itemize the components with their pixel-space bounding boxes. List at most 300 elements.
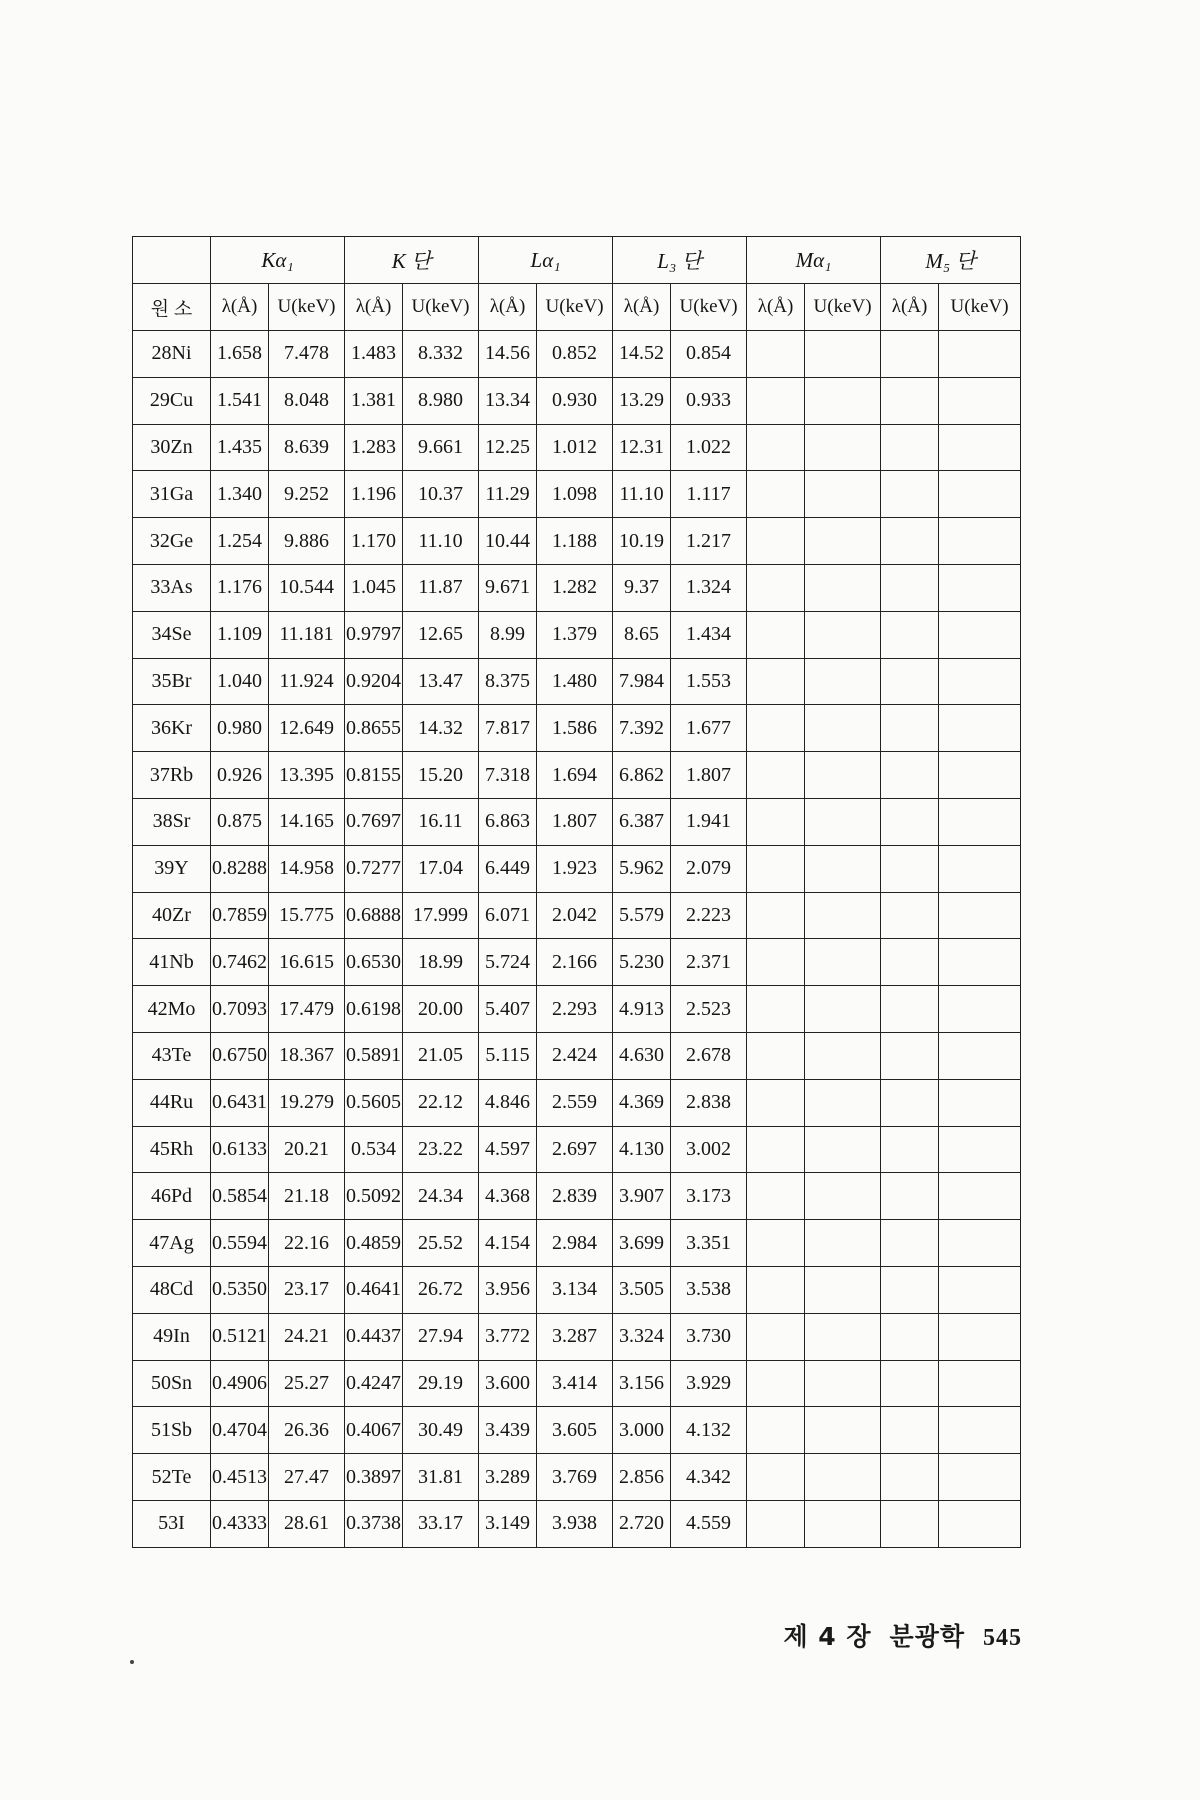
value-cell: 1.012 <box>537 424 613 471</box>
value-cell <box>747 658 805 705</box>
value-cell <box>805 1266 881 1313</box>
value-cell: 1.379 <box>537 611 613 658</box>
value-cell: 1.923 <box>537 845 613 892</box>
value-cell: 3.439 <box>479 1407 537 1454</box>
value-cell <box>747 1173 805 1220</box>
value-cell: 6.387 <box>613 798 671 845</box>
value-cell: 12.31 <box>613 424 671 471</box>
value-cell: 4.130 <box>613 1126 671 1173</box>
value-cell: 0.534 <box>345 1126 403 1173</box>
value-cell: 33.17 <box>403 1500 479 1547</box>
value-cell: 2.838 <box>671 1079 747 1126</box>
value-cell: 10.19 <box>613 518 671 565</box>
value-cell: 0.5605 <box>345 1079 403 1126</box>
value-cell: 0.4704 <box>211 1407 269 1454</box>
value-cell: 1.022 <box>671 424 747 471</box>
value-cell: 8.048 <box>269 377 345 424</box>
element-cell: 33As <box>133 564 211 611</box>
value-cell: 0.4859 <box>345 1220 403 1267</box>
value-cell: 3.002 <box>671 1126 747 1173</box>
value-cell <box>939 892 1021 939</box>
value-cell: 7.478 <box>269 331 345 378</box>
element-header: 원 소 <box>133 284 211 331</box>
value-cell: 12.25 <box>479 424 537 471</box>
value-cell: 1.324 <box>671 564 747 611</box>
value-cell <box>805 1407 881 1454</box>
value-cell <box>805 424 881 471</box>
value-cell <box>881 1126 939 1173</box>
value-cell <box>747 986 805 1033</box>
value-cell: 5.724 <box>479 939 537 986</box>
value-cell: 14.165 <box>269 798 345 845</box>
value-cell: 10.44 <box>479 518 537 565</box>
table-row <box>133 1313 1021 1360</box>
value-cell: 3.907 <box>613 1173 671 1220</box>
value-cell <box>939 986 1021 1033</box>
value-cell <box>805 1360 881 1407</box>
unit-header: λ(Å) <box>211 284 269 331</box>
value-cell: 1.381 <box>345 377 403 424</box>
value-cell <box>881 658 939 705</box>
value-cell <box>939 658 1021 705</box>
element-cell: 31Ga <box>133 471 211 518</box>
element-cell: 50Sn <box>133 1360 211 1407</box>
value-cell: 2.678 <box>671 1032 747 1079</box>
value-cell: 3.699 <box>613 1220 671 1267</box>
element-cell: 46Pd <box>133 1173 211 1220</box>
value-cell: 3.324 <box>613 1313 671 1360</box>
value-cell: 30.49 <box>403 1407 479 1454</box>
element-cell: 28Ni <box>133 331 211 378</box>
value-cell: 1.340 <box>211 471 269 518</box>
value-cell: 28.61 <box>269 1500 345 1547</box>
value-cell: 12.65 <box>403 611 479 658</box>
table-row <box>133 658 1021 705</box>
value-cell: 22.12 <box>403 1079 479 1126</box>
element-cell: 52Te <box>133 1454 211 1501</box>
table-row <box>133 1454 1021 1501</box>
value-cell <box>939 611 1021 658</box>
value-cell: 5.579 <box>613 892 671 939</box>
value-cell <box>939 331 1021 378</box>
value-cell: 27.94 <box>403 1313 479 1360</box>
value-cell: 1.254 <box>211 518 269 565</box>
value-cell <box>881 1220 939 1267</box>
value-cell: 3.289 <box>479 1454 537 1501</box>
value-cell: 3.156 <box>613 1360 671 1407</box>
table-row <box>133 1079 1021 1126</box>
value-cell: 16.11 <box>403 798 479 845</box>
value-cell: 1.541 <box>211 377 269 424</box>
value-cell: 15.775 <box>269 892 345 939</box>
value-cell: 17.999 <box>403 892 479 939</box>
value-cell <box>805 471 881 518</box>
value-cell <box>939 518 1021 565</box>
value-cell: 21.05 <box>403 1032 479 1079</box>
value-cell: 13.34 <box>479 377 537 424</box>
page-number: 545 <box>983 1625 1022 1651</box>
table-row <box>133 892 1021 939</box>
unit-header: U(keV) <box>269 284 345 331</box>
value-cell: 6.449 <box>479 845 537 892</box>
unit-header: λ(Å) <box>479 284 537 331</box>
page-footer <box>783 1617 1022 1653</box>
value-cell <box>805 1032 881 1079</box>
element-cell: 47Ag <box>133 1220 211 1267</box>
value-cell: 5.962 <box>613 845 671 892</box>
unit-header: U(keV) <box>805 284 881 331</box>
value-cell: 0.4906 <box>211 1360 269 1407</box>
value-cell <box>881 1454 939 1501</box>
unit-header: λ(Å) <box>747 284 805 331</box>
value-cell <box>881 1173 939 1220</box>
value-cell <box>881 705 939 752</box>
value-cell: 2.293 <box>537 986 613 1033</box>
value-cell: 1.283 <box>345 424 403 471</box>
value-cell <box>805 705 881 752</box>
value-cell <box>939 1313 1021 1360</box>
element-cell: 37Rb <box>133 752 211 799</box>
value-cell <box>805 939 881 986</box>
value-cell: 20.21 <box>269 1126 345 1173</box>
value-cell: 26.36 <box>269 1407 345 1454</box>
value-cell: 9.252 <box>269 471 345 518</box>
value-cell: 0.5594 <box>211 1220 269 1267</box>
value-cell <box>939 377 1021 424</box>
value-cell <box>747 705 805 752</box>
value-cell: 3.938 <box>537 1500 613 1547</box>
unit-header: λ(Å) <box>613 284 671 331</box>
value-cell: 1.941 <box>671 798 747 845</box>
table-row <box>133 752 1021 799</box>
value-cell: 23.22 <box>403 1126 479 1173</box>
value-cell: 6.071 <box>479 892 537 939</box>
value-cell <box>805 752 881 799</box>
value-cell: 0.7093 <box>211 986 269 1033</box>
value-cell: 1.480 <box>537 658 613 705</box>
value-cell: 1.040 <box>211 658 269 705</box>
value-cell: 9.37 <box>613 564 671 611</box>
value-cell: 0.4067 <box>345 1407 403 1454</box>
unit-header: λ(Å) <box>881 284 939 331</box>
value-cell <box>881 611 939 658</box>
value-cell: 1.435 <box>211 424 269 471</box>
value-cell <box>939 1173 1021 1220</box>
value-cell <box>939 1032 1021 1079</box>
value-cell: 6.863 <box>479 798 537 845</box>
value-cell <box>939 1454 1021 1501</box>
value-cell: 0.7859 <box>211 892 269 939</box>
element-cell: 45Rh <box>133 1126 211 1173</box>
xray-data-table <box>132 236 1021 1548</box>
table-row <box>133 1500 1021 1547</box>
table-row <box>133 1032 1021 1079</box>
value-cell: 4.342 <box>671 1454 747 1501</box>
value-cell: 0.5092 <box>345 1173 403 1220</box>
value-cell: 25.52 <box>403 1220 479 1267</box>
value-cell <box>939 1360 1021 1407</box>
value-cell <box>939 1266 1021 1313</box>
value-cell <box>805 892 881 939</box>
table-body <box>133 331 1021 1548</box>
value-cell: 5.407 <box>479 986 537 1033</box>
value-cell: 8.639 <box>269 424 345 471</box>
value-cell <box>881 1032 939 1079</box>
value-cell: 1.217 <box>671 518 747 565</box>
value-cell: 4.846 <box>479 1079 537 1126</box>
value-cell <box>939 798 1021 845</box>
value-cell <box>881 564 939 611</box>
value-cell <box>747 1500 805 1547</box>
value-cell: 9.671 <box>479 564 537 611</box>
value-cell <box>805 1079 881 1126</box>
value-cell <box>881 1407 939 1454</box>
value-cell: 5.230 <box>613 939 671 986</box>
value-cell: 0.4437 <box>345 1313 403 1360</box>
value-cell: 9.661 <box>403 424 479 471</box>
value-cell <box>747 798 805 845</box>
value-cell <box>805 1126 881 1173</box>
value-cell: 0.7697 <box>345 798 403 845</box>
table-row <box>133 1220 1021 1267</box>
value-cell <box>939 424 1021 471</box>
value-cell <box>747 424 805 471</box>
value-cell <box>805 1500 881 1547</box>
value-cell: 17.479 <box>269 986 345 1033</box>
value-cell: 11.87 <box>403 564 479 611</box>
element-cell: 36Kr <box>133 705 211 752</box>
value-cell: 20.00 <box>403 986 479 1033</box>
value-cell: 4.597 <box>479 1126 537 1173</box>
value-cell <box>881 798 939 845</box>
value-cell <box>881 939 939 986</box>
value-cell <box>881 1079 939 1126</box>
value-cell: 1.098 <box>537 471 613 518</box>
value-cell: 3.173 <box>671 1173 747 1220</box>
value-cell: 2.984 <box>537 1220 613 1267</box>
value-cell: 3.605 <box>537 1407 613 1454</box>
value-cell <box>747 1079 805 1126</box>
value-cell: 23.17 <box>269 1266 345 1313</box>
value-cell: 2.223 <box>671 892 747 939</box>
value-cell: 3.772 <box>479 1313 537 1360</box>
value-cell <box>881 892 939 939</box>
value-cell: 24.21 <box>269 1313 345 1360</box>
table-row <box>133 1407 1021 1454</box>
value-cell: 11.924 <box>269 658 345 705</box>
table-row <box>133 518 1021 565</box>
value-cell <box>805 331 881 378</box>
value-cell: 24.34 <box>403 1173 479 1220</box>
value-cell: 2.371 <box>671 939 747 986</box>
value-cell: 3.538 <box>671 1266 747 1313</box>
value-cell: 3.351 <box>671 1220 747 1267</box>
value-cell: 2.559 <box>537 1079 613 1126</box>
value-cell: 0.5350 <box>211 1266 269 1313</box>
value-cell <box>939 1079 1021 1126</box>
value-cell <box>939 1126 1021 1173</box>
value-cell: 0.6888 <box>345 892 403 939</box>
value-cell: 25.27 <box>269 1360 345 1407</box>
value-cell: 31.81 <box>403 1454 479 1501</box>
value-cell: 1.434 <box>671 611 747 658</box>
value-cell: 0.6431 <box>211 1079 269 1126</box>
value-cell: 0.5121 <box>211 1313 269 1360</box>
value-cell: 3.000 <box>613 1407 671 1454</box>
table-row <box>133 798 1021 845</box>
unit-header: λ(Å) <box>345 284 403 331</box>
value-cell <box>881 1500 939 1547</box>
value-cell: 0.852 <box>537 331 613 378</box>
value-cell: 9.886 <box>269 518 345 565</box>
value-cell <box>939 705 1021 752</box>
value-cell: 0.9797 <box>345 611 403 658</box>
value-cell: 0.9204 <box>345 658 403 705</box>
table-row <box>133 471 1021 518</box>
table-row <box>133 1266 1021 1313</box>
value-cell <box>881 845 939 892</box>
value-cell: 0.8155 <box>345 752 403 799</box>
value-cell <box>939 845 1021 892</box>
table-row <box>133 377 1021 424</box>
group-header-row <box>133 237 1021 284</box>
table-row <box>133 1173 1021 1220</box>
group-header-ka1: Kα₁ <box>211 237 345 284</box>
value-cell: 0.6530 <box>345 939 403 986</box>
unit-header: U(keV) <box>939 284 1021 331</box>
value-cell: 1.196 <box>345 471 403 518</box>
value-cell: 11.10 <box>403 518 479 565</box>
value-cell: 0.3897 <box>345 1454 403 1501</box>
value-cell: 0.5854 <box>211 1173 269 1220</box>
value-cell: 0.926 <box>211 752 269 799</box>
value-cell: 1.677 <box>671 705 747 752</box>
value-cell: 13.47 <box>403 658 479 705</box>
value-cell: 29.19 <box>403 1360 479 1407</box>
value-cell: 8.375 <box>479 658 537 705</box>
value-cell: 1.553 <box>671 658 747 705</box>
group-header-la1: Lα₁ <box>479 237 613 284</box>
value-cell: 3.956 <box>479 1266 537 1313</box>
element-cell: 29Cu <box>133 377 211 424</box>
value-cell <box>805 518 881 565</box>
group-header-k-edge: K 단 <box>345 237 479 284</box>
value-cell: 13.29 <box>613 377 671 424</box>
value-cell: 3.134 <box>537 1266 613 1313</box>
element-cell: 43Te <box>133 1032 211 1079</box>
value-cell: 8.332 <box>403 331 479 378</box>
element-cell: 53I <box>133 1500 211 1547</box>
value-cell: 0.4247 <box>345 1360 403 1407</box>
table-row <box>133 424 1021 471</box>
group-header-m5-edge: M₅ 단 <box>881 237 1021 284</box>
value-cell: 2.166 <box>537 939 613 986</box>
element-cell: 38Sr <box>133 798 211 845</box>
unit-header-row <box>133 284 1021 331</box>
value-cell <box>881 331 939 378</box>
element-cell: 34Se <box>133 611 211 658</box>
value-cell <box>805 611 881 658</box>
table-row <box>133 1126 1021 1173</box>
table-row <box>133 564 1021 611</box>
value-cell <box>805 1454 881 1501</box>
value-cell: 7.984 <box>613 658 671 705</box>
value-cell <box>747 331 805 378</box>
value-cell <box>805 1173 881 1220</box>
value-cell <box>747 1360 805 1407</box>
footer-title: 분광학 <box>889 1622 965 1651</box>
value-cell: 4.132 <box>671 1407 747 1454</box>
value-cell: 26.72 <box>403 1266 479 1313</box>
value-cell <box>881 986 939 1033</box>
value-cell: 3.769 <box>537 1454 613 1501</box>
value-cell: 13.395 <box>269 752 345 799</box>
value-cell: 16.615 <box>269 939 345 986</box>
value-cell <box>805 986 881 1033</box>
value-cell: 2.042 <box>537 892 613 939</box>
value-cell: 8.65 <box>613 611 671 658</box>
value-cell: 4.368 <box>479 1173 537 1220</box>
value-cell <box>747 1454 805 1501</box>
value-cell <box>805 1220 881 1267</box>
value-cell: 4.154 <box>479 1220 537 1267</box>
value-cell: 27.47 <box>269 1454 345 1501</box>
value-cell: 2.720 <box>613 1500 671 1547</box>
value-cell <box>881 1266 939 1313</box>
value-cell <box>805 564 881 611</box>
group-header-empty <box>133 237 211 284</box>
value-cell: 22.16 <box>269 1220 345 1267</box>
value-cell: 1.658 <box>211 331 269 378</box>
value-cell: 4.369 <box>613 1079 671 1126</box>
value-cell <box>747 1407 805 1454</box>
value-cell: 3.287 <box>537 1313 613 1360</box>
element-cell: 32Ge <box>133 518 211 565</box>
table-row <box>133 331 1021 378</box>
value-cell <box>747 1220 805 1267</box>
value-cell <box>939 471 1021 518</box>
value-cell <box>881 1313 939 1360</box>
value-cell <box>881 377 939 424</box>
value-cell <box>805 377 881 424</box>
value-cell: 2.856 <box>613 1454 671 1501</box>
value-cell <box>747 518 805 565</box>
unit-header: U(keV) <box>537 284 613 331</box>
value-cell: 2.424 <box>537 1032 613 1079</box>
value-cell <box>805 798 881 845</box>
value-cell: 6.862 <box>613 752 671 799</box>
value-cell: 8.980 <box>403 377 479 424</box>
value-cell <box>747 471 805 518</box>
value-cell <box>805 1313 881 1360</box>
element-cell: 48Cd <box>133 1266 211 1313</box>
value-cell: 18.367 <box>269 1032 345 1079</box>
value-cell: 10.37 <box>403 471 479 518</box>
value-cell <box>747 845 805 892</box>
table-row <box>133 705 1021 752</box>
element-cell: 30Zn <box>133 424 211 471</box>
element-cell: 51Sb <box>133 1407 211 1454</box>
value-cell <box>881 752 939 799</box>
value-cell: 1.045 <box>345 564 403 611</box>
value-cell: 12.649 <box>269 705 345 752</box>
value-cell: 0.930 <box>537 377 613 424</box>
value-cell: 2.079 <box>671 845 747 892</box>
value-cell: 1.188 <box>537 518 613 565</box>
table-row <box>133 1360 1021 1407</box>
value-cell: 0.8655 <box>345 705 403 752</box>
value-cell: 11.29 <box>479 471 537 518</box>
